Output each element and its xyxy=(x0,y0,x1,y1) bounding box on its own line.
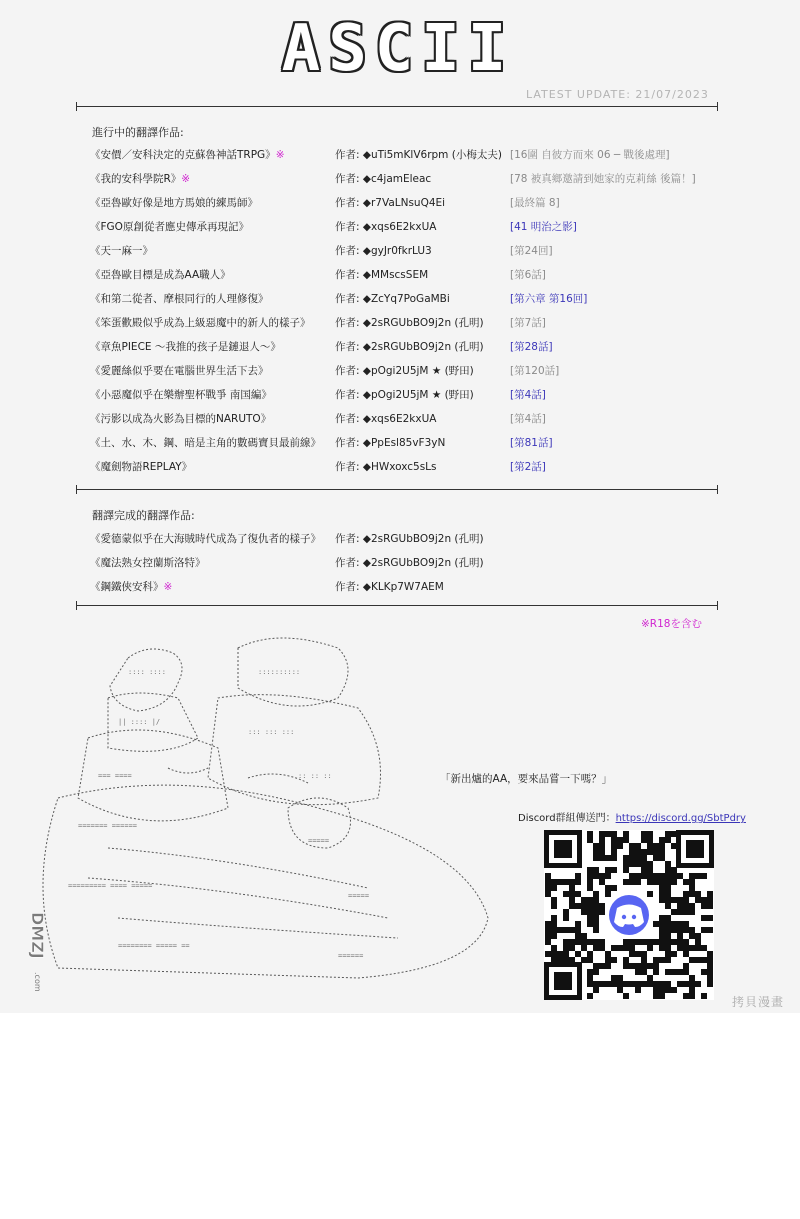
discord-qr-code[interactable] xyxy=(544,830,714,1000)
work-author: 作者: ◆pOgi2U5jM ★ (野田) xyxy=(335,389,474,401)
work-author: 作者: ◆KLKp7W7AEM xyxy=(335,581,444,593)
work-progress[interactable]: [第81話] xyxy=(510,437,553,449)
work-progress[interactable]: [第28話] xyxy=(510,341,553,353)
r18-mark: ※ xyxy=(275,149,285,161)
r18-mark: ※ xyxy=(163,581,173,593)
watermark: 拷貝漫畫 xyxy=(732,995,785,1009)
work-title[interactable]: 《鋼鐵俠安科》※ xyxy=(90,581,173,593)
work-row xyxy=(0,555,800,575)
ongoing-section-title: 進行中的翻譯作品: xyxy=(92,126,184,139)
work-title[interactable]: 《愛麗絲似乎要在電腦世界生活下去》 xyxy=(90,365,269,377)
work-author: 作者: ◆xqs6E2kxUA xyxy=(335,413,437,425)
work-progress[interactable]: [第6話] xyxy=(510,269,546,281)
work-title[interactable]: 《天一麻一》 xyxy=(90,245,153,257)
work-progress[interactable]: [第24回] xyxy=(510,245,553,257)
work-progress[interactable]: [第4話] xyxy=(510,389,546,401)
work-progress[interactable]: [第120話] xyxy=(510,365,560,377)
svg-text:::::::::::: :::::::::: xyxy=(258,668,301,676)
discord-line xyxy=(518,809,746,824)
work-title[interactable]: 《亞魯歐目標是成為AA職人》 xyxy=(90,269,231,281)
dmzj-logo xyxy=(10,910,47,1010)
svg-text:======= ======: ======= ====== xyxy=(78,822,138,830)
svg-text::: :: ::: :: :: :: xyxy=(298,772,332,780)
work-author: 作者: ◆uTi5mKlV6rpm (小梅太夫) xyxy=(335,149,502,161)
invite-text: 「新出爐的AA，要來品嘗一下嗎？」 xyxy=(440,773,613,785)
work-title[interactable]: 《土、水、木、鋼、暗是主角的數碼寶貝最前線》 xyxy=(90,437,321,449)
work-progress[interactable]: [第六章 第16回] xyxy=(510,293,588,305)
work-author: 作者: ◆2sRGUbBO9j2n (孔明) xyxy=(335,317,484,329)
work-title[interactable]: 《我的安科學院R》※ xyxy=(90,173,191,185)
r18-note: ※R18を含む xyxy=(641,618,702,630)
work-progress[interactable]: [最終篇 8] xyxy=(510,197,560,209)
work-row xyxy=(0,171,800,191)
svg-text::::: ::::: :::: :::: xyxy=(128,668,166,676)
work-row xyxy=(0,243,800,263)
finished-section-title: 翻譯完成的翻譯作品: xyxy=(92,509,195,522)
work-title[interactable]: 《小惡魔似乎在樂辦聖杯戰爭 南国編》 xyxy=(90,389,272,401)
work-title[interactable]: 《愛德蒙似乎在大海賊時代成為了復仇者的樣子》 xyxy=(90,533,321,545)
work-progress[interactable]: [第4話] xyxy=(510,413,546,425)
work-progress[interactable]: [78 被真鄉邀請到她家的克莉絲 後篇！] xyxy=(510,173,696,185)
work-title[interactable]: 《魔法熟女控蘭斯洛特》 xyxy=(90,557,206,569)
work-title[interactable]: 《魔劍物語REPLAY》 xyxy=(90,461,193,473)
work-row xyxy=(0,459,800,479)
work-author: 作者: ◆HWxoxc5sLs xyxy=(335,461,437,473)
svg-text:======: ====== xyxy=(338,952,364,960)
discord-icon xyxy=(605,891,653,939)
svg-text:======== ===== ==: ======== ===== == xyxy=(118,942,190,950)
work-title[interactable]: 《FGO原創從者應史傳承再現記》 xyxy=(90,221,249,233)
divider xyxy=(76,605,718,606)
work-author: 作者: ◆2sRGUbBO9j2n (孔明) xyxy=(335,533,484,545)
work-row xyxy=(0,195,800,215)
work-author: 作者: ◆c4jamEleac xyxy=(335,173,432,185)
divider xyxy=(76,489,718,490)
work-author: 作者: ◆ZcYq7PoGaMBi xyxy=(335,293,450,305)
svg-text:=== ====: === ==== xyxy=(98,772,132,780)
work-author: 作者: ◆gyJr0fkrLU3 xyxy=(335,245,432,257)
discord-label: Discord群組傳送門： xyxy=(518,813,616,824)
work-progress[interactable]: [41 明治之影] xyxy=(510,221,577,233)
work-row xyxy=(0,363,800,383)
svg-text:=====: ===== xyxy=(348,892,370,900)
work-author: 作者: ◆2sRGUbBO9j2n (孔明) xyxy=(335,341,484,353)
svg-text:========= ==== =====: ========= ==== ===== xyxy=(68,882,153,890)
svg-text:=====: ===== xyxy=(308,837,330,845)
work-title[interactable]: 《笨蛋歡殿似乎成為上級惡魔中的新人的樣子》 xyxy=(90,317,311,329)
svg-text:DMZJ: DMZJ xyxy=(28,912,47,959)
work-progress[interactable]: [第2話] xyxy=(510,461,546,473)
work-author: 作者: ◆r7VaLNsuQ4Ei xyxy=(335,197,446,209)
svg-text:|| :::: |/: || :::: |/ xyxy=(118,718,161,726)
work-row xyxy=(0,267,800,287)
work-row xyxy=(0,339,800,359)
work-progress[interactable]: [16圍 自彼方而來 06 ─ 戰後處理] xyxy=(510,149,670,161)
work-row xyxy=(0,219,800,239)
svg-text:::: ::: :::: ::: ::: ::: xyxy=(248,728,295,736)
work-row xyxy=(0,411,800,431)
work-row xyxy=(0,531,800,551)
work-title[interactable]: 《污影以成為火影為目標的NARUTO》 xyxy=(90,413,272,425)
work-row xyxy=(0,291,800,311)
work-author: 作者: ◆pOgi2U5jM ★ (野田) xyxy=(335,365,474,377)
r18-mark: ※ xyxy=(181,173,191,185)
work-row xyxy=(0,435,800,455)
work-title[interactable]: 《安價／安科決定的克蘇魯神話TRPG》※ xyxy=(90,149,285,161)
work-progress[interactable]: [第7話] xyxy=(510,317,546,329)
ascii-logo: ASCII xyxy=(281,12,515,86)
work-author: 作者: ◆xqs6E2kxUA xyxy=(335,221,437,233)
svg-text:.com: .com xyxy=(33,972,42,992)
work-author: 作者: ◆2sRGUbBO9j2n (孔明) xyxy=(335,557,484,569)
work-title[interactable]: 《亞魯歐好像是地方馬娘的練馬師》 xyxy=(90,197,258,209)
work-row xyxy=(0,315,800,335)
work-title[interactable]: 《章魚PIECE ～我推的孩子是鏈退人～》 xyxy=(90,341,281,353)
work-author: 作者: ◆MMscsSEM xyxy=(335,269,429,281)
divider xyxy=(76,106,718,107)
work-author: 作者: ◆PpEsl85vF3yN xyxy=(335,437,446,449)
ascii-art-illustration xyxy=(48,628,498,978)
work-row xyxy=(0,579,800,599)
work-row xyxy=(0,147,800,167)
last-update: LATEST UPDATE: 21/07/2023 xyxy=(526,88,709,101)
work-row xyxy=(0,387,800,407)
work-title[interactable]: 《和第二從者、摩根同行的人理修復》 xyxy=(90,293,269,305)
discord-link[interactable]: https://discord.gg/SbtPdry xyxy=(615,813,746,824)
